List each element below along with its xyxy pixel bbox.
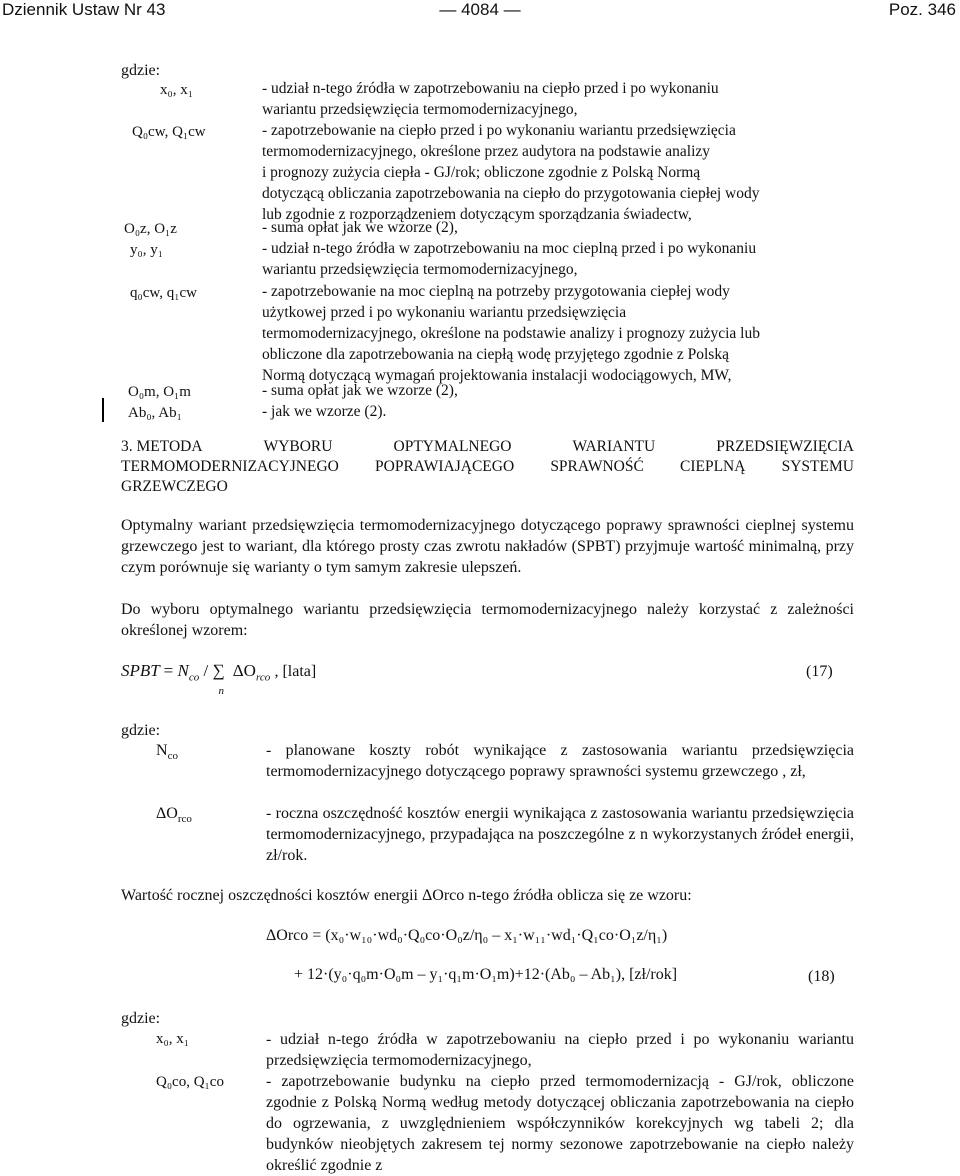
sigma-symbol: ∑ — [212, 661, 225, 680]
heading-word: OPTYMALNEGO — [393, 438, 512, 455]
symbol-y0-y1: y₀, y₁ — [130, 242, 163, 258]
heading-word: SPRAWNOŚĆ — [550, 458, 644, 475]
gdzie-label-2: gdzie: — [121, 722, 161, 739]
definition-line: - zapotrzebowanie na moc cieplną na potrzeby przygotowania ciepłej wody — [262, 283, 730, 300]
symbol-q0co-q1co: Q₀co, Q₁co — [156, 1074, 224, 1090]
definition-x0-x1-b: - udział n-tego źródła w zapotrzebowaniu na ciepło przed i po wykonaniu wariantu przedsięwzięcia termomodernizacyjnego, — [266, 1031, 854, 1069]
definition-nco: - planowane koszty robót wynikające z zastosowania wariantu przedsięwzięcia termomodernizacyjnego dotyczącego poprawy sprawności systemu grzewczego , zł, — [266, 742, 854, 780]
heading-word: POPRAWIAJĄCEGO — [375, 458, 515, 475]
definition-line: wariantu przedsięwzięcia termomodernizacyjnego, — [262, 261, 578, 278]
heading-word: TERMOMODERNIZACYJNEGO — [121, 458, 339, 475]
heading-word: 3. METODA — [121, 438, 203, 455]
definition-o0m-o1m — [262, 380, 854, 401]
definition-y0-y1 — [262, 238, 854, 280]
definition-line: lub zgodnie z rozporządzeniem dotyczącym sporządzania świadectw, — [262, 206, 692, 223]
symbol-nco — [156, 742, 178, 762]
formula-lhs: SPBT — [121, 661, 160, 680]
formula-unit: , [lata] — [274, 663, 317, 680]
definition-q0co-q1co: - zapotrzebowanie budynku na ciepło przed termomodernizacją - GJ/rok, obliczone zgodnie z Polską Normą według metody dotyczącej obliczania zapotrzebowania na ciepło do ogrzewania, z uwzględnieniem współczynników korekcyjnych wg tabeli 2; dla budynków nieobjętych zakresem tej normy sezonowe zapotrzebowanie na ciepło należy określić zgodnie z — [266, 1073, 854, 1174]
symbol-o0m-o1m: O₀m, O₁m — [128, 384, 191, 400]
formula-nco: N — [177, 661, 189, 680]
definition-o0z-o1z — [262, 217, 854, 238]
formula-delta-o-sub: rco — [255, 671, 271, 684]
formula-nco-sub: co — [188, 671, 200, 684]
paragraph-annual-savings: Wartość rocznej oszczędności kosztów energii ΔOrco n-tego źródła oblicza się ze wzoru: — [121, 887, 692, 904]
definition-line: wariantu przedsięwzięcia termomodernizacyjnego, — [262, 101, 578, 118]
section-heading-3 — [121, 437, 854, 497]
heading-word: WYBORU — [263, 438, 333, 455]
gdzie-label-3: gdzie: — [121, 1010, 161, 1027]
formula-sigma — [212, 661, 228, 697]
heading-word: PRZEDSIĘWZIĘCIA — [716, 438, 854, 455]
definition-q0cw-q1cw — [262, 120, 854, 225]
symbol-delta-orco — [156, 805, 192, 825]
paragraph-formula-intro: Do wyboru optymalnego wariantu przedsięwzięcia termomodernizacyjnego należy korzystać z zależności określonej wzorem: — [121, 601, 854, 639]
symbol-text: ΔO — [156, 805, 178, 822]
heading-word: WARIANTU — [572, 438, 656, 455]
formula-18-line-2: + 12·(y₀·q₀m·O₀m – y₁·q₁m·O₁m)+12·(Ab₀ – Ab₁), [zł/rok] — [294, 966, 678, 983]
definition-line: termomodernizacyjnego, określone przez audytora na podstawie analizy — [262, 143, 711, 160]
heading-word: SYSTEMU — [781, 458, 854, 475]
heading-word: CIEPLNĄ — [679, 458, 746, 475]
change-bar — [102, 398, 104, 422]
equation-number-18: (18) — [808, 968, 835, 985]
definition-line: - suma opłat jak we wzorze (2), — [262, 382, 458, 399]
formula-18-line-1: ΔOrco = (x₀·w₁₀·wd₀·Q₀co·O₀z/η₀ – x₁·w₁₁·wd₁·Q₁co·O₁z/η₁) — [266, 927, 668, 944]
definition-line: - zapotrzebowanie na ciepło przed i po wykonaniu wariantu przedsięwzięcia — [262, 122, 736, 139]
definition-line: użytkowej przed i po wykonaniu wariantu przedsięwzięcia — [262, 304, 627, 321]
symbol-ab0-ab1: Ab₀, Ab₁ — [128, 405, 182, 421]
sigma-subscript: n — [218, 685, 224, 697]
definition-line: - udział n-tego źródła w zapotrzebowaniu na moc cieplną przed i po wykonaniu — [262, 240, 757, 257]
formula-slash: / — [203, 661, 209, 680]
heading-word: GRZEWCZEGO — [121, 478, 228, 495]
paragraph-optimal-variant: Optymalny wariant przedsięwzięcia termomodernizacyjnego dotyczącego poprawy sprawności cieplnej systemu grzewczego jest to wariant, dla którego prosty czas zwrotu nakładów (SPBT) przyjmuje wartość minimalną, przy czym porównuje się warianty o tym samym zakresie ulepszeń. — [121, 517, 854, 576]
gdzie-label-1: gdzie: — [121, 62, 161, 79]
definition-ab0-ab1 — [262, 401, 854, 422]
equation-number-17: (17) — [806, 663, 833, 680]
symbol-x0-x1-b: x₀, x₁ — [156, 1031, 189, 1047]
page-number: — 4084 — — [439, 0, 521, 19]
page-header — [0, 0, 960, 22]
definition-line: obliczone dla zapotrzebowania na ciepłą wodę przyjętego zgodnie z Polską — [262, 346, 729, 363]
symbol-q0cw-q1cw-power: q₀cw, q₁cw — [130, 285, 197, 301]
definition-q0cw-q1cw-power — [262, 281, 854, 386]
definition-delta-orco: - roczna oszczędność kosztów energii wynikająca z zastosowania wariantu przedsięwzięcia termomodernizacyjnego, przypadająca na poszczególne z n wykorzystanych źródeł energii, zł/rok. — [266, 805, 854, 864]
symbol-text: N — [156, 742, 168, 759]
journal-title: Dziennik Ustaw Nr 43 — [2, 0, 166, 19]
definition-line: dotyczącą obliczania zapotrzebowania na ciepło do przygotowania ciepłej wody — [262, 185, 760, 202]
position-number: Poz. 346 — [888, 0, 956, 19]
formula-delta-o: ΔO — [232, 661, 256, 680]
formula-17 — [121, 661, 317, 697]
definition-line: - jak we wzorze (2). — [262, 403, 387, 420]
definition-line: - suma opłat jak we wzorze (2), — [262, 219, 458, 236]
formula-eq: = — [163, 661, 174, 680]
symbol-q0cw-q1cw: Q₀cw, Q₁cw — [132, 124, 206, 140]
symbol-sub: co — [167, 750, 178, 763]
symbol-o0z-o1z: O₀z, O₁z — [124, 221, 177, 237]
definition-line: Normą dotyczącą wymagań projektowania instalacji wodociągowych, MW, — [262, 367, 732, 384]
definition-x0-x1 — [262, 78, 854, 120]
symbol-x0-x1: x₀, x₁ — [160, 82, 193, 98]
definition-line: termomodernizacyjnego, określone na podstawie analizy i prognozy zużycia lub — [262, 325, 760, 342]
symbol-sub: rco — [177, 813, 192, 826]
definition-line: i prognozy zużycia ciepła - GJ/rok; obliczone zgodnie z Polską Normą — [262, 164, 701, 181]
definition-line: - udział n-tego źródła w zapotrzebowaniu na ciepło przed i po wykonaniu — [262, 80, 719, 97]
